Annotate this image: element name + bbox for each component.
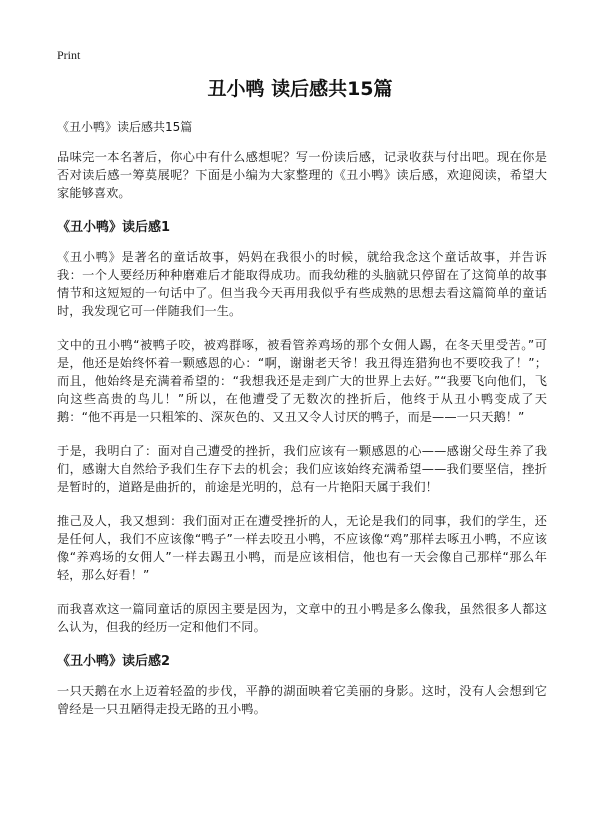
article-subtitle: 《丑小鸭》读后感共15篇 — [57, 120, 193, 134]
section-2-paragraph-1: 一只天鹅在水上迈着轻盈的步伐，平静的湖面映着它美丽的身影。这时，没有人会想到它曾经是一只丑陋得走投无路的丑小鸭。 — [57, 684, 547, 716]
section-1-paragraph-5: 而我喜欢这一篇同童话的原因主要是因为，文章中的丑小鸭是多么像我，虽然很多人都这么认为，但我的经历一定和他们不同。 — [57, 602, 547, 634]
section-heading-2: 《丑小鸭》读后感2 — [57, 654, 171, 669]
intro-paragraph: 品味完一本名著后，你心中有什么感想呢？写一份读后感，记录收获与付出吧。现在你是否对读后感一筹莫展呢？下面是小编为大家整理的《丑小鸭》读后感，欢迎阅读，希望大家能够喜欢。 — [57, 150, 547, 200]
print-link[interactable]: Print — [57, 48, 81, 62]
section-1-paragraph-1: 《丑小鸭》是著名的童话故事，妈妈在我很小的时候，就给我念这个童话故事，并告诉我：一个人要经历种种磨难后才能取得成功。而我幼稚的头脑就只停留在了这简单的故事情节和这短短的一句话中了。但当我今天再用我似乎有些成熟的思想去看这篇简单的童话时，我发现它可一伴随我们一生。 — [57, 250, 547, 318]
section-heading-1: 《丑小鸭》读后感1 — [57, 220, 171, 235]
section-1-paragraph-2: 文中的丑小鸭“被鸭子咬，被鸡群啄，被看管养鸡场的那个女佣人踢，在冬天里受苦。”可是，他还是始终怀着一颗感恩的心：“啊，谢谢老天爷！我丑得连猎狗也不要咬我了！”；而且，他始终是充满着希望的：“我想我还是走到广大的世界上去好。”“我要飞向他们，飞向这些高贵的鸟儿！”所以，在他遭受了无数次的挫折后，他终于从丑小鸭变成了天鹅：“他不再是一只粗笨的、深灰色的、又丑又令人讨厌的鸭子，而是——一只天鹅！” — [57, 338, 547, 424]
page-title: 丑小鸭 读后感共15篇 — [207, 78, 393, 100]
section-1-paragraph-4: 推己及人，我又想到：我们面对正在遭受挫折的人，无论是我们的同事，我们的学生，还是任何人，我们不应该像“鸭子”一样去咬丑小鸭，不应该像“鸡”那样去啄丑小鸭，不应该像“养鸡场的女佣人”一样去踢丑小鸭，而是应该相信，他也有一天会像自己那样“那么年轻，那么好看！” — [57, 514, 547, 582]
article-body — [57, 118, 547, 734]
section-1-paragraph-3: 于是，我明白了：面对自己遭受的挫折，我们应该有一颗感恩的心——感谢父母生养了我们，感谢大自然给予我们生存下去的机会；我们应该始终充满希望——我们要坚信，挫折是暂时的，道路是曲折的，前途是光明的，总有一片艳阳天属于我们！ — [57, 444, 547, 494]
